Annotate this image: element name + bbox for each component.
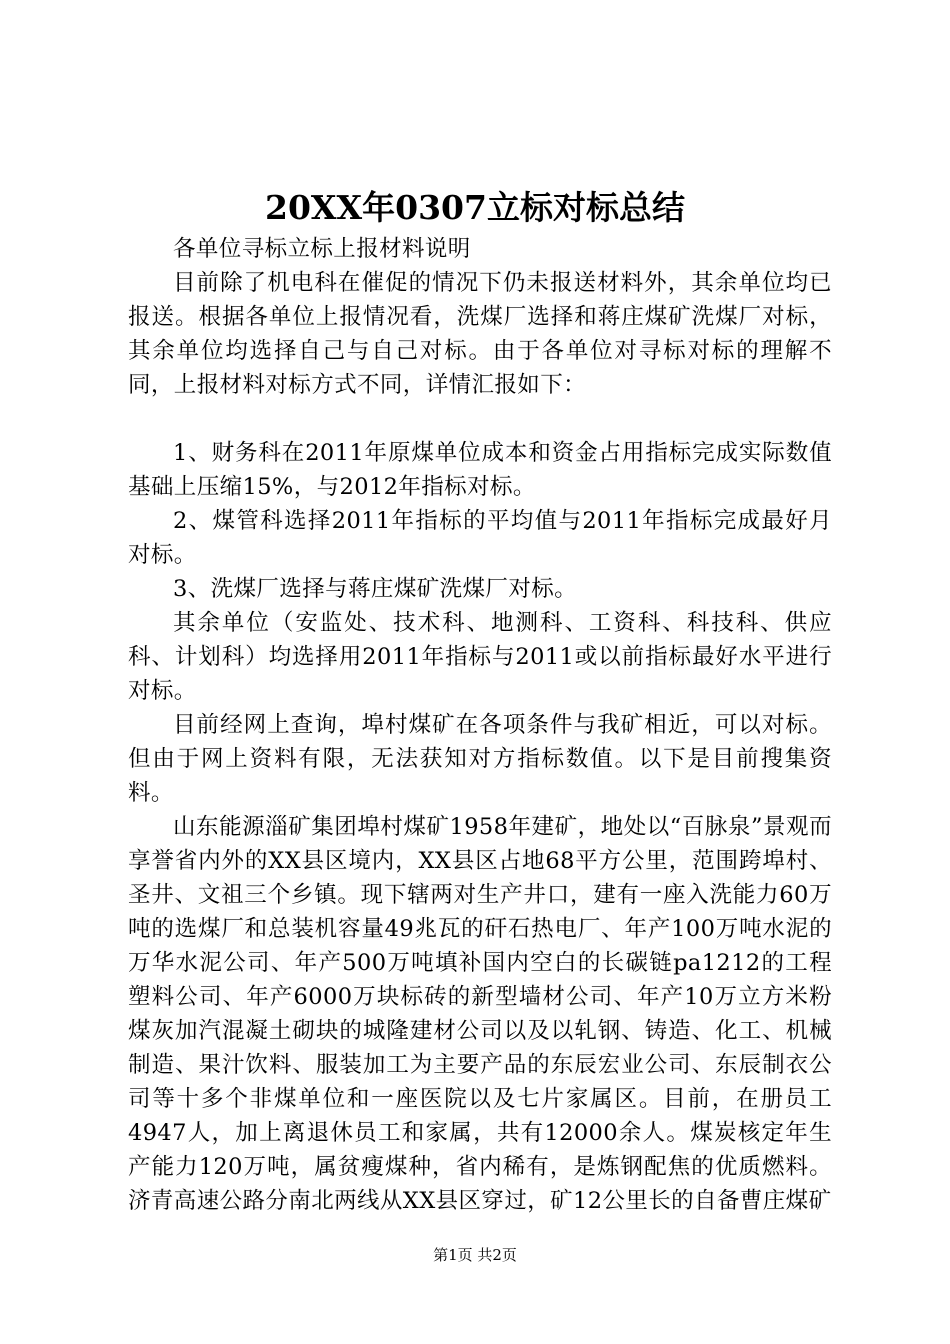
document-title: 20XX年0307立标对标总结 — [265, 188, 685, 227]
page-footer: 第1页 共2页 — [433, 1246, 517, 1264]
paragraph-item-2: 2、煤管科选择2011年指标的平均值与2011年指标完成最好月对标。 — [128, 508, 832, 568]
paragraph-intro: 目前除了机电科在催促的情况下仍未报送材料外，其余单位均已报送。根据各单位上报情况看，洗煤厂选择和蒋庄煤矿洗煤厂对标，其余单位均选择自己与自己对标。由于各单位对寻标对标的理解不同，上报材料对标方式不同，详情汇报如下： — [128, 270, 832, 398]
document-body — [128, 232, 832, 1218]
paragraph-item-3: 3、洗煤厂选择与蒋庄煤矿洗煤厂对标。 — [173, 576, 578, 602]
paragraph-mine-profile: 山东能源淄矿集团埠村煤矿1958年建矿，地处以“百脉泉”景观而享誉省内外的XX县区境内，XX县区占地68平方公里，范围跨埠村、圣井、文祖三个乡镇。现下辖两对生产井口，建有一座入洗能力60万吨的选煤厂和总装机容量49兆瓦的矸石热电厂、年产100万吨水泥的万华水泥公司、年产500万吨填补国内空白的长碳链pa1212的工程塑料公司、年产6000万块标砖的新型墙材公司、年产10万立方米粉煤灰加汽混凝土砌块的城隆建材公司以及以轧钢、铸造、化工、机械制造、果汁饮料、服装加工为主要产品的东辰宏业公司、东辰制衣公司等十多个非煤单位和一座医院以及七片家属区。目前，在册员工4947人，加上离退休员工和家属，共有12000余人。煤炭核定年生产能力120万吨，属贫瘦煤种，省内稀有，是炼钢配焦的优质燃料。济青高速公路分南北两线从XX县区穿过，矿12公里长的自备曹庄煤矿 — [128, 814, 832, 1214]
paragraph-item-1: 1、财务科在2011年原煤单位成本和资金占用指标完成实际数值基础上压缩15%，与2012年指标对标。 — [128, 440, 832, 500]
paragraph-online-search: 目前经网上查询，埠村煤矿在各项条件与我矿相近，可以对标。但由于网上资料有限，无法获知对方指标数值。以下是目前搜集资料。 — [128, 712, 832, 806]
paragraph-heading: 各单位寻标立标上报材料说明 — [173, 236, 471, 262]
paragraph-other-units: 其余单位（安监处、技术科、地测科、工资科、科技科、供应科、计划科）均选择用2011年指标与2011或以前指标最好水平进行对标。 — [128, 610, 832, 704]
